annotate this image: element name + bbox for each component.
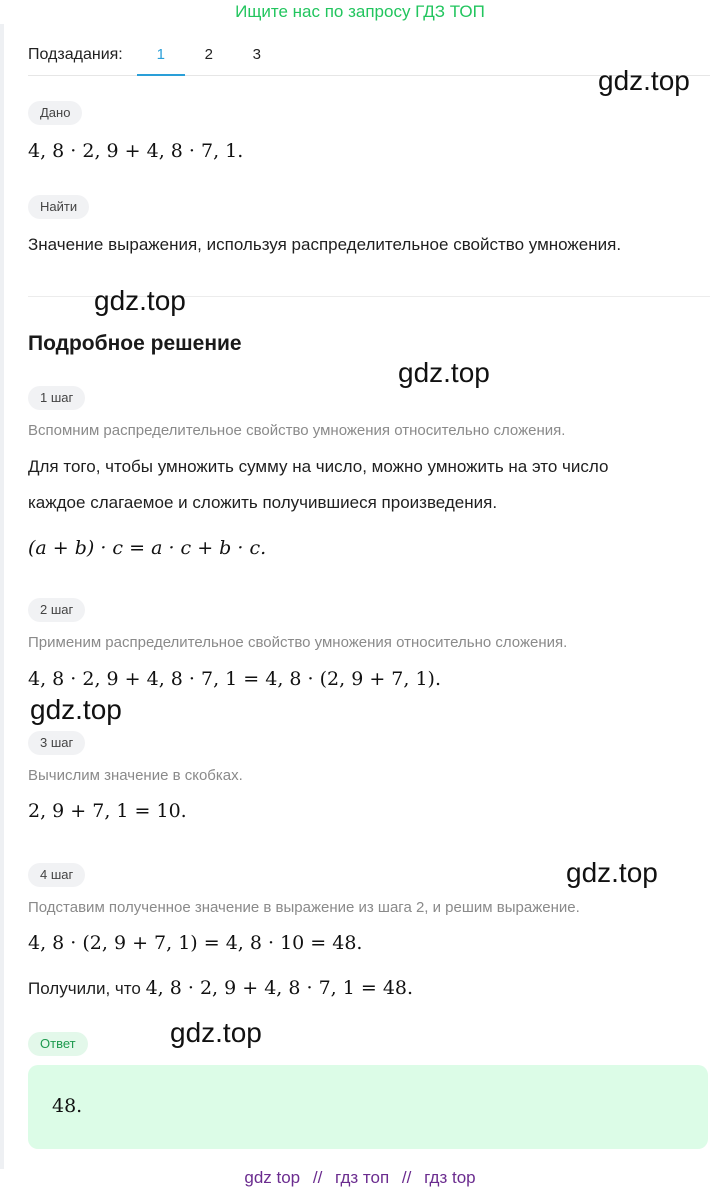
left-rule <box>0 24 4 1169</box>
footer-separator: // <box>401 1168 412 1187</box>
answer-badge: Ответ <box>28 1032 88 1056</box>
footer-links <box>0 1168 720 1188</box>
step-3-badge: 3 шаг <box>28 731 85 755</box>
watermark: gdz.top <box>170 1017 262 1048</box>
watermark: gdz.top <box>566 857 658 888</box>
find-badge: Найти <box>28 195 89 219</box>
step-4-result-prefix: Получили, что <box>28 979 141 998</box>
given-expression: 4, 8 · 2, 9 + 4, 8 · 7, 1. <box>28 140 244 162</box>
step-1-text-line-2: каждое слагаемое и сложить получившиеся произведения. <box>28 493 498 512</box>
footer-link-3[interactable]: гдз top <box>424 1168 476 1187</box>
step-3-hint: Вычислим значение в скобках. <box>28 767 243 784</box>
subtask-tab-1[interactable]: 1 <box>137 40 185 76</box>
watermark: gdz.top <box>94 285 186 316</box>
step-4-expression: 4, 8 · (2, 9 + 7, 1) = 4, 8 · 10 = 48. <box>28 932 363 954</box>
step-4-badge: 4 шаг <box>28 863 85 887</box>
step-1-hint: Вспомним распределительное свойство умножения относительно сложения. <box>28 422 566 439</box>
find-text: Значение выражения, используя распределительное свойство умножения. <box>28 235 622 254</box>
step-1-badge: 1 шаг <box>28 386 85 410</box>
step-3-expression: 2, 9 + 7, 1 = 10. <box>28 800 187 822</box>
step-2-badge: 2 шаг <box>28 598 85 622</box>
solution-heading: Подробное решение <box>28 332 242 355</box>
watermark: gdz.top <box>398 357 490 388</box>
step-2-expression: 4, 8 · 2, 9 + 4, 8 · 7, 1 = 4, 8 · (2, 9 + 7, 1). <box>28 668 442 690</box>
step-1-expression: (a + b) · c = a · c + b · c. <box>28 537 267 559</box>
step-2-hint: Применим распределительное свойство умножения относительно сложения. <box>28 634 568 651</box>
footer-separator: // <box>312 1168 323 1187</box>
given-badge: Дано <box>28 101 82 125</box>
watermark: gdz.top <box>30 694 122 725</box>
step-4-result-expression: 4, 8 · 2, 9 + 4, 8 · 7, 1 = 48. <box>145 977 414 999</box>
footer-link-1[interactable]: gdz top <box>244 1168 301 1187</box>
footer-link-2[interactable]: гдз топ <box>335 1168 390 1187</box>
step-4-hint: Подставим полученное значение в выражение из шага 2, и решим выражение. <box>28 899 580 916</box>
answer-box <box>28 1065 708 1149</box>
promo-banner[interactable]: Ищите нас по запросу ГДЗ ТОП <box>235 2 485 21</box>
watermark: gdz.top <box>598 65 690 96</box>
step-1-text-line-1: Для того, чтобы умножить сумму на число, можно умножить на это число <box>28 457 609 476</box>
answer-value: 48. <box>52 1095 83 1117</box>
subtask-tab-2[interactable]: 2 <box>204 46 213 63</box>
step-4-result <box>28 977 413 999</box>
subtasks-label: Подзадания: <box>28 46 123 63</box>
subtask-tab-3[interactable]: 3 <box>252 46 261 63</box>
